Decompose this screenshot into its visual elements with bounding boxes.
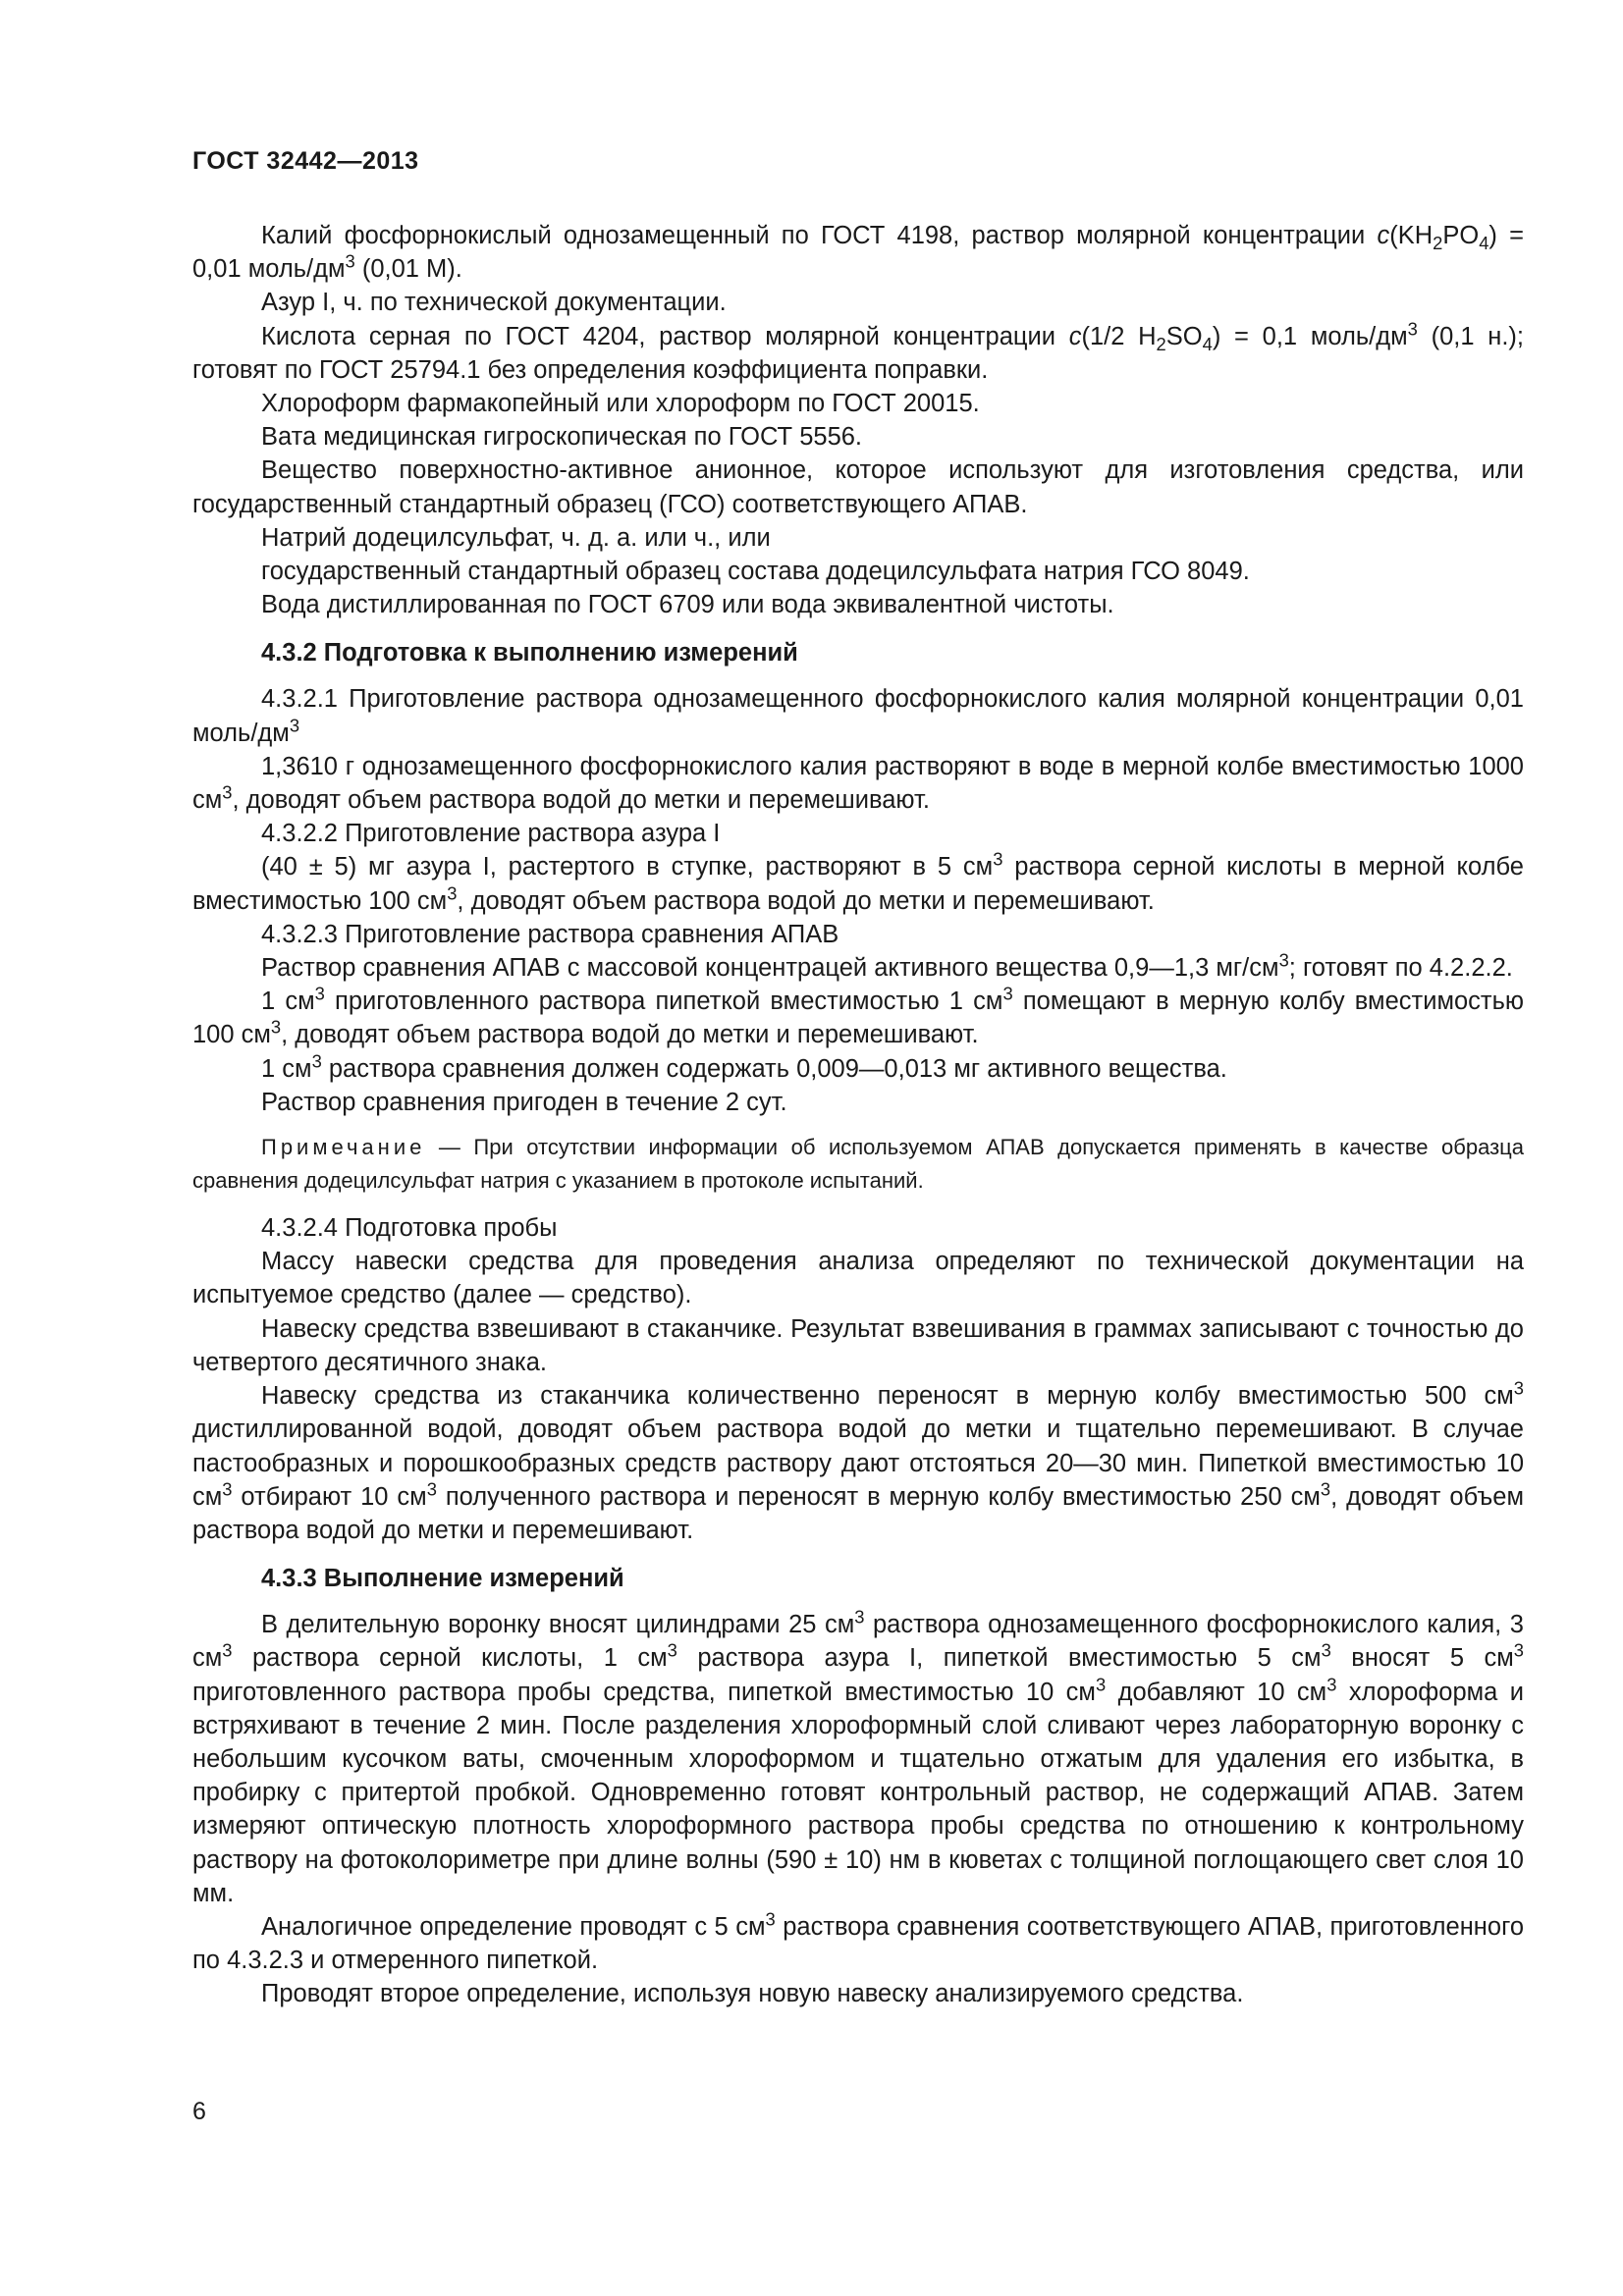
section-heading-4-3-3: 4.3.3 Выполнение измерений (261, 1565, 624, 1593)
paragraph-analog-determination: Аналогичное определение проводят с 5 $см^3$ раствора сравнения соответствующего АПАВ, приготовленного по 4.3.2.3 и отмеренного пипеткой. (192, 1908, 1524, 1975)
paragraph-second-determination: Проводят второе определение, используя новую навеску анализируемого средства. (261, 1980, 1244, 2008)
paragraph-sample-mass: Массу навески средства для проведения анализа определяют по технической документации на испытуемое средство (далее — средство). (192, 1248, 1524, 1309)
paragraph-kh2po4: Калий фосфорнокислый однозамещенный по ГОСТ 4198, раствор молярной концентрации $c(KH_2PO_4) = 0,01$ моль/$дм^3$ (0,01 М). (192, 222, 1524, 284)
paragraph-sample-weighing: Навеску средства взвешивают в стаканчике. Результат взвешивания в граммах записывают с точностью до четвертого десятичного знака. (192, 1314, 1524, 1376)
paragraph-water: Вода дистиллированная по ГОСТ 6709 или вода эквивалентной чистоты. (261, 591, 1114, 619)
paragraph-chloroform: Хлороформ фармакопейный или хлороформ по ГОСТ 20015. (261, 390, 980, 418)
page-number: 6 (192, 2098, 206, 2125)
paragraph-reference-solution: Раствор сравнения АПАВ с массовой концентрацей активного вещества 0,9—1,3 $мг/см^3$; готовят по 4.2.2.2. (261, 949, 1513, 983)
paragraph-cotton: Вата медицинская гигроскопическая по ГОСТ 5556. (261, 423, 863, 452)
paragraph-4-3-2-3: 4.3.2.3 Приготовление раствора сравнения АПАВ (261, 920, 839, 948)
paragraph-reference-content: 1 $см^3$ раствора сравнения должен содержать 0,009—0,013 мг активного вещества. (261, 1050, 1227, 1083)
paragraph-measurement: В делительную воронку вносят цилиндрами 25 $см^3$ раствора однозамещенного фосфорнокислого калия, 3 $см^3$ раствора серной кислоты, 1 $см^3$ раствора азура I, пипеткой вместимостью 5 $см^3$ вносят 5 $см^3$ приготовленного раствора пробы средства, пипеткой вместимостью 10 $см^3$ добавляют 10 $см^3$ хлороформа и встряхивают в течение 2 мин. После разделения хлороформный слой сливают через лабораторную воронку с небольшим кусочком ваты, смоченным хлороформом и тщательно отжатым для удаления его избытка, в пробирку с притертой пробкой. Одновременно готовят контрольный раствор, не содержащий АПАВ. Затем измеряют оптическую плотность хлороформного раствора пробы средства по отношению к контрольному раствору на фотоколориметре при длине волны (590 ± 10) нм в кюветах с толщиной поглощающего свет слоя 10 мм. (192, 1606, 1525, 1907)
page-content (192, 219, 1524, 2011)
paragraph-surfactant: Вещество поверхностно-активное анионное, которое используют для изготовления средства, или государственный стандартный образец (ГСО) соответствующего АПАВ. (192, 456, 1524, 518)
note-label: Примечание (261, 1135, 426, 1160)
note (192, 1131, 1524, 1198)
paragraph-4-3-2-2: 4.3.2.2 Приготовление раствора азура I (261, 820, 721, 848)
page-header-title: ГОСТ 32442—2013 (192, 147, 419, 175)
paragraph-sds: Натрий додецилсульфат, ч. д. а. или ч., или (261, 523, 771, 552)
paragraph-azur: Азур I, ч. по технической документации. (261, 289, 727, 317)
paragraph-4-3-2-1: 4.3.2.1 Приготовление раствора однозамещенного фосфорнокислого калия молярной концентрации 0,01 моль/$дм^3$ (192, 685, 1524, 747)
paragraph-4-3-2-4: 4.3.2.4 Подготовка пробы (261, 1214, 558, 1243)
paragraph-sds-gso: государственный стандартный образец состава додецилсульфата натрия ГСО 8049. (261, 558, 1250, 586)
paragraph-sample-dilution: Навеску средства из стаканчика количественно переносят в мерную колбу вместимостью 500 $см^3$ дистиллированной водой, доводят объем раствора водой до метки и тщательно перемешивают. В случае пастообразных и порошкообразных средств раствору дают отстояться 20—30 мин. Пипеткой вместимостью 10 $см^3$ отбирают 10 $см^3$ полученного раствора и переносят в мерную колбу вместимостью 250 $см^3$, доводят объем раствора водой до метки и перемешивают. (192, 1377, 1524, 1544)
paragraph-azur-prep: (40 ± 5) мг азура I, растертого в ступке, растворяют в 5 $см^3$ раствора серной кислоты в мерной колбе вместимостью 100 $см^3$, доводят объем раствора водой до метки и перемешивают. (192, 848, 1524, 915)
section-heading-4-3-2: 4.3.2 Подготовка к выполнению измерений (261, 639, 798, 667)
note-text: — При отсутствии информации об используемом АПАВ допускается применять в качестве образца сравнения додецилсульфат натрия с указанием в протоколе испытаний. (192, 1135, 1524, 1194)
paragraph-acid: Кислота серная по ГОСТ 4204, раствор молярной концентрации c(1/2 $H_2SO_4) = 0,1$ моль/$дм^3$ (0,1 н.); готовят по ГОСТ 25794.1 без определения коэффициента поправки. (192, 318, 1524, 384)
paragraph-kh2po4-prep: 1,3610 г однозамещенного фосфорнокислого калия растворяют в воде в мерной колбе вместимостью 1000 $см^3$, доводят объем раствора водой до метки и перемешивают. (192, 752, 1524, 815)
paragraph-reference-dilution: 1 $см^3$ приготовленного раствора пипеткой вместимостью 1 $см^3$ помещают в мерную колбу вместимостью 100 $см^3$, доводят объем раствора водой до метки и перемешивают. (192, 983, 1525, 1049)
paragraph-reference-shelf-life: Раствор сравнения пригоден в течение 2 сут. (261, 1088, 787, 1116)
